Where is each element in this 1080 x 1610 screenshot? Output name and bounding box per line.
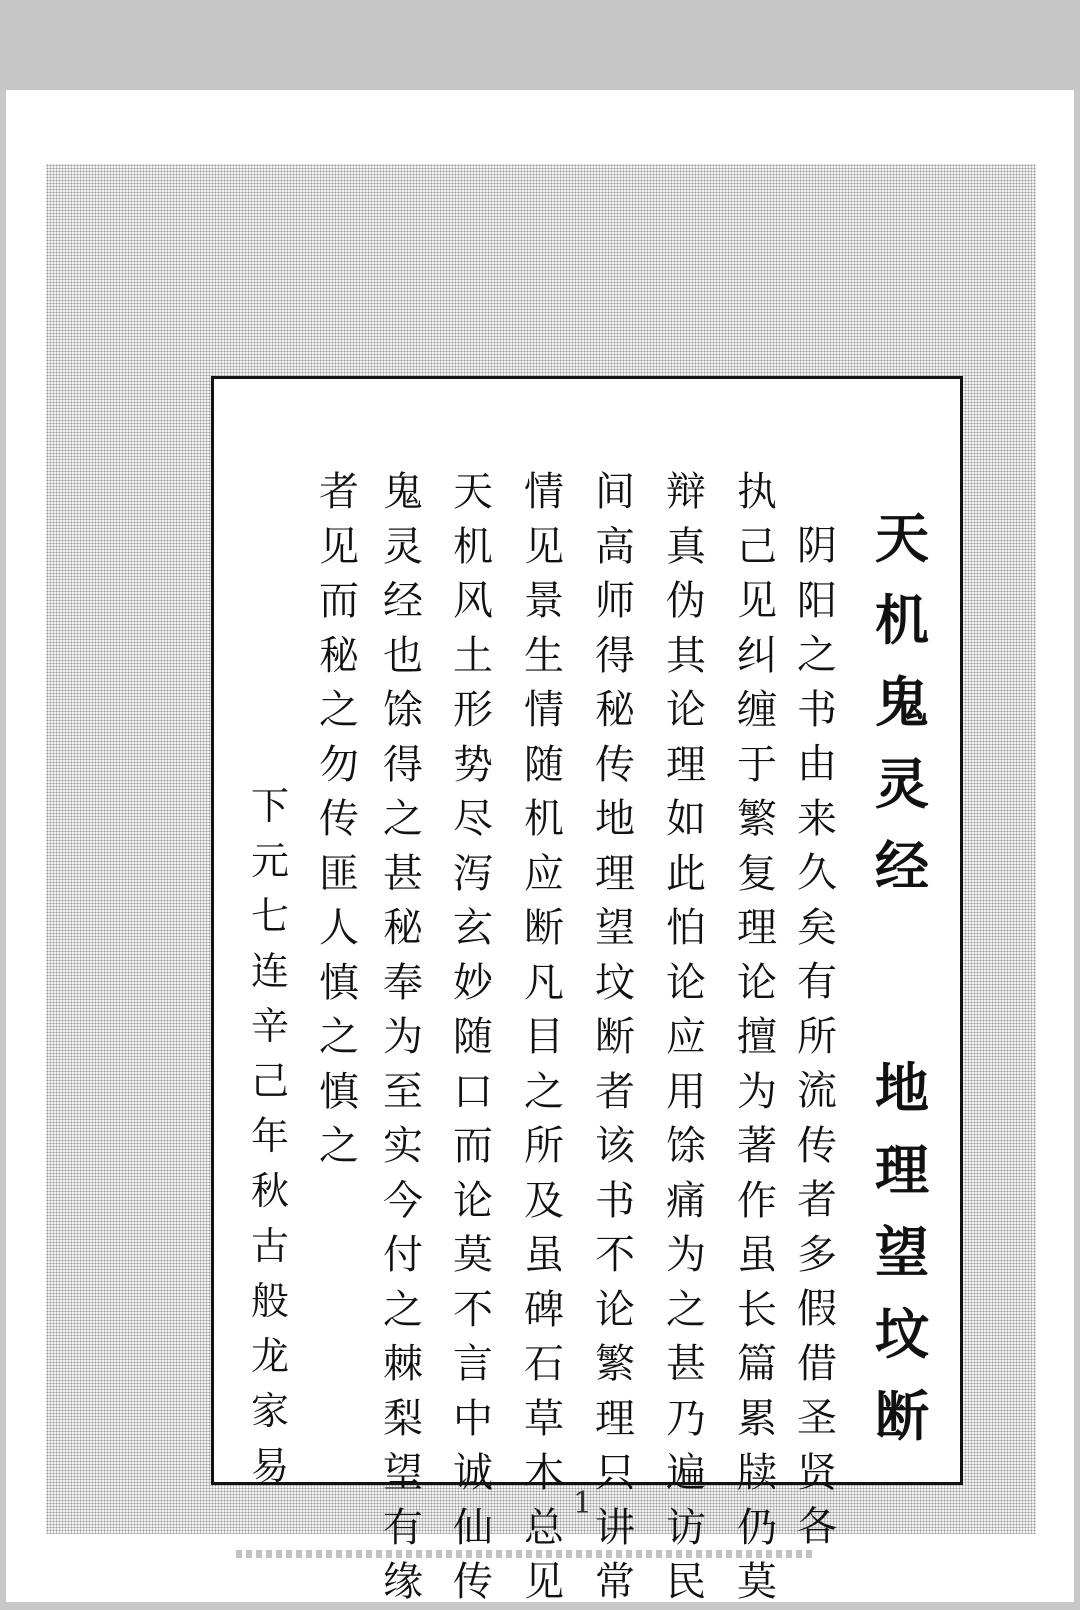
character: 论	[595, 1286, 635, 1333]
character: 七	[250, 894, 289, 938]
character: 之	[319, 1123, 359, 1169]
character: 泻	[453, 850, 493, 897]
character: 鬼	[383, 469, 423, 515]
character: 元	[250, 839, 289, 883]
character: 形	[453, 687, 493, 733]
character: 随	[524, 741, 564, 788]
character: 矣	[797, 904, 837, 951]
signature-date	[240, 779, 300, 1494]
character: 望	[875, 1220, 929, 1284]
character: 牍	[737, 1450, 777, 1496]
character: 地	[595, 796, 635, 842]
character: 传	[595, 741, 635, 788]
character: 玄	[453, 905, 493, 951]
character: 纠	[737, 632, 777, 679]
character: 慎	[319, 1068, 359, 1115]
character: 理	[595, 1395, 635, 1442]
character: 生	[524, 632, 564, 679]
preface-line-8	[309, 465, 369, 1174]
text-frame	[211, 376, 963, 1605]
character: 坟	[875, 1302, 929, 1366]
character: 断	[524, 905, 564, 951]
character: 累	[737, 1395, 777, 1442]
character: 诚	[453, 1450, 493, 1496]
character: 之	[319, 687, 359, 733]
character: 繁	[737, 796, 777, 842]
character: 理	[875, 1138, 929, 1202]
character: 般	[250, 1279, 289, 1323]
character: 遍	[666, 1450, 706, 1496]
character: 作	[737, 1177, 777, 1224]
preface-line-4	[585, 465, 645, 1610]
character: 鬼	[875, 670, 929, 734]
character: 高	[595, 523, 635, 570]
character: 尽	[453, 796, 493, 842]
character: 不	[453, 1286, 493, 1333]
character: 莫	[737, 1559, 777, 1605]
character: 传	[797, 1122, 837, 1169]
preface-line-1	[787, 519, 847, 1555]
character: 实	[383, 1123, 423, 1169]
character: 梨	[383, 1395, 423, 1442]
character: 为	[666, 1232, 706, 1278]
character: 秋	[250, 1169, 289, 1213]
character: 之	[319, 1014, 359, 1060]
character: 论	[666, 687, 706, 733]
character: 之	[666, 1286, 706, 1333]
character: 易	[250, 1444, 289, 1488]
character: 缠	[737, 687, 777, 733]
character: 该	[595, 1123, 635, 1169]
character: 灵	[875, 752, 929, 816]
character: 经	[383, 578, 423, 624]
character: 秘	[383, 905, 423, 951]
character: 伪	[666, 578, 706, 624]
character: 馀	[666, 1123, 706, 1169]
character: 只	[595, 1450, 635, 1496]
character: 阴	[797, 523, 837, 569]
viewer-top-bar	[0, 0, 1080, 90]
character: 师	[595, 578, 635, 624]
character: 篇	[737, 1341, 777, 1387]
character: 得	[595, 632, 635, 679]
character: 理	[595, 850, 635, 897]
character: 者	[797, 1177, 837, 1223]
character: 甚	[383, 850, 423, 897]
character: 民	[666, 1559, 706, 1605]
character: 不	[595, 1232, 635, 1278]
halftone-background	[46, 164, 1036, 1605]
character: 随	[453, 1014, 493, 1060]
character: 得	[383, 741, 423, 788]
scanned-page	[6, 90, 1074, 1605]
character: 者	[595, 1068, 635, 1115]
character: 机	[875, 588, 929, 652]
character: 年	[250, 1114, 289, 1158]
character: 碑	[524, 1286, 564, 1333]
character: 复	[737, 850, 777, 897]
character: 也	[383, 632, 423, 679]
character: 经	[875, 834, 929, 898]
character: 凡	[524, 959, 564, 1006]
character: 长	[737, 1286, 777, 1333]
character: 多	[797, 1231, 837, 1278]
character: 甚	[666, 1341, 706, 1387]
character: 之	[524, 1068, 564, 1115]
character: 己	[250, 1059, 289, 1103]
character: 来	[797, 795, 837, 842]
character: 家	[250, 1389, 289, 1433]
character: 久	[797, 850, 837, 896]
character: 棘	[383, 1341, 423, 1387]
character: 见	[524, 1559, 564, 1605]
character: 而	[453, 1123, 493, 1169]
character: 景	[524, 578, 564, 624]
character: 灵	[383, 523, 423, 570]
character: 己	[737, 523, 777, 570]
character: 论	[737, 959, 777, 1006]
character: 机	[524, 796, 564, 842]
character: 其	[666, 632, 706, 679]
character: 辛	[250, 1004, 289, 1048]
character: 阳	[797, 577, 837, 624]
character: 传	[319, 796, 359, 842]
character: 情	[524, 687, 564, 733]
character: 木	[524, 1450, 564, 1496]
character: 所	[797, 1013, 837, 1060]
character: 总	[524, 1504, 564, 1551]
character: 用	[666, 1068, 706, 1115]
character: 秘	[595, 687, 635, 733]
character: 莫	[453, 1232, 493, 1278]
character: 口	[453, 1068, 493, 1115]
character: 为	[383, 1014, 423, 1060]
character: 言	[453, 1341, 493, 1387]
preface-line-5	[514, 465, 574, 1610]
character: 天	[453, 469, 493, 515]
character: 坟	[595, 959, 635, 1006]
character: 为	[737, 1068, 777, 1115]
character: 下	[250, 784, 289, 828]
character: 奉	[383, 959, 423, 1006]
character: 有	[797, 959, 837, 1005]
character: 目	[524, 1014, 564, 1060]
character: 馀	[383, 687, 423, 733]
character: 风	[453, 578, 493, 624]
character: 辩	[666, 469, 706, 515]
character: 理	[737, 905, 777, 951]
character: 常	[595, 1559, 635, 1605]
character: 著	[737, 1123, 777, 1169]
character: 论	[666, 959, 706, 1006]
character: 机	[453, 523, 493, 570]
character: 假	[797, 1286, 837, 1332]
character: 虽	[737, 1232, 777, 1278]
character: 勿	[319, 741, 359, 788]
character: 中	[453, 1395, 493, 1442]
character: 情	[524, 469, 564, 515]
character: 缘	[383, 1559, 423, 1605]
preface-line-7	[373, 465, 433, 1610]
character: 所	[524, 1123, 564, 1169]
character: 望	[383, 1450, 423, 1496]
character: 见	[524, 523, 564, 570]
preface-line-2	[727, 465, 787, 1610]
character: 于	[737, 741, 777, 788]
character: 势	[453, 741, 493, 788]
character: 擅	[737, 1014, 777, 1060]
character: 书	[595, 1177, 635, 1224]
character: 访	[666, 1504, 706, 1551]
character: 匪	[319, 850, 359, 897]
scan-footer-noise	[236, 1550, 816, 1558]
character: 至	[383, 1068, 423, 1115]
character: 应	[524, 850, 564, 897]
character: 而	[319, 578, 359, 624]
character: 乃	[666, 1395, 706, 1442]
character: 见	[737, 578, 777, 624]
character: 及	[524, 1177, 564, 1224]
character: 妙	[453, 959, 493, 1006]
title-main	[872, 497, 932, 907]
character: 由	[797, 741, 837, 787]
character: 传	[453, 1559, 493, 1605]
character: 石	[524, 1341, 564, 1387]
character: 人	[319, 905, 359, 951]
character: 有	[383, 1504, 423, 1551]
character: 理	[666, 741, 706, 788]
character: 连	[250, 949, 289, 993]
character: 古	[250, 1224, 289, 1268]
character: 虽	[524, 1232, 564, 1278]
character: 草	[524, 1395, 564, 1442]
character: 繁	[595, 1341, 635, 1387]
character: 慎	[319, 959, 359, 1006]
character: 仙	[453, 1504, 493, 1551]
character: 书	[797, 686, 837, 733]
character: 圣	[797, 1395, 837, 1441]
character: 者	[319, 469, 359, 515]
character: 地	[875, 1056, 929, 1120]
preface-line-6	[443, 465, 503, 1610]
character: 龙	[250, 1334, 289, 1378]
character: 应	[666, 1014, 706, 1060]
character: 执	[737, 469, 777, 515]
character: 如	[666, 796, 706, 842]
character: 断	[595, 1014, 635, 1060]
character: 付	[383, 1232, 423, 1278]
character: 借	[797, 1340, 837, 1387]
character: 断	[875, 1384, 929, 1448]
page-number: 1	[573, 1486, 593, 1521]
character: 真	[666, 523, 706, 570]
character: 间	[595, 469, 635, 515]
character: 贤	[797, 1449, 837, 1496]
character: 怕	[666, 905, 706, 951]
character: 之	[383, 1286, 423, 1333]
character: 之	[383, 796, 423, 842]
character: 天	[875, 506, 929, 570]
character: 论	[453, 1177, 493, 1224]
character: 之	[797, 632, 837, 678]
character: 各	[797, 1504, 837, 1550]
character: 见	[319, 523, 359, 570]
preface-line-3	[656, 465, 716, 1610]
character: 仍	[737, 1504, 777, 1551]
character: 痛	[666, 1177, 706, 1224]
character: 讲	[595, 1504, 635, 1551]
character: 秘	[319, 632, 359, 679]
character: 流	[797, 1068, 837, 1114]
character: 今	[383, 1177, 423, 1224]
character: 此	[666, 850, 706, 897]
title-sub	[872, 1047, 932, 1457]
character: 望	[595, 905, 635, 951]
character: 土	[453, 632, 493, 679]
